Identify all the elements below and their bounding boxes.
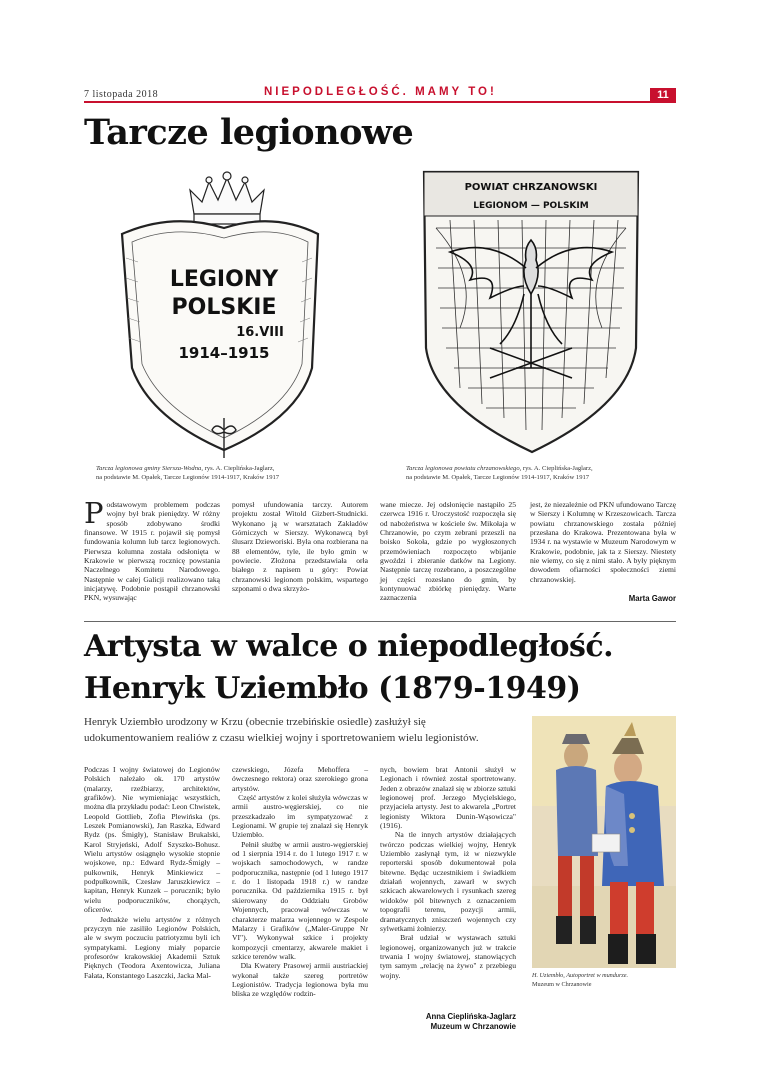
painting-caption: H. Uziembło, Autoportret w mundurze. Muzeum w Chrzanowie — [532, 972, 629, 988]
section-title: NIEPODLEGŁOŚĆ. MAMY TO! — [264, 86, 497, 98]
article2-column-3: nych, bowiem brat Antonii służył w Legionach i również został sportretowany. Jeden z obrazów znalazł się w zbiorze sztuki legionowej prof. Jerzego Myçielskiego, przyjaciela artysty. Jest to akwarela „Portret legionisty Wiktora Dunin-Wąsowicza" (1916). Na tle innych artystów działających twórczo podczas wielkiej wojny, Henryk Uziembło zasłynął tym, iż w niezwykle reporterski sposób dokumentował pola bitewne. Będąc uczestnikiem i świadkiem działań wojennych, zawarł w swych szkicach akwarelowych i rysunkach szereg widoków pól bitewnych z oznaczeniem topografii terenu, pozycji armii, dramatycznych zniszczeń wojennych czy sylwetkami żołnierzy. Brał udział w wystawach sztuki legionowej, organizowanych już w trakcie trwania I wojny światowej, stanowiących tym samym „relację na żywo" z przebiegu wojny. — [380, 765, 516, 980]
issue-date: 7 listopada 2018 — [84, 89, 159, 100]
article1-author: Marta Gawor — [628, 594, 676, 603]
article1-column-4: jest, że niezależnie od PKN ufundowano Tarczę w Sierszy i Kolumnę w Krzeszowicach. Tarcza powiatu chrzanowskiego została później przesłana do Krakowa. Prezentowana była w 1934 r. na wystawie w Muzeum Narodowym w Krakowie, podobnie, jak ta z Sierszy. Niestety nie wiemy, co się z nimi stało. A były pięknym dowodem ofiarności społeczności ziemi chrzanowskiej. — [530, 500, 676, 584]
article1-column-1: Podstawowym problemem podczas wojny był brak pieniędzy. W różny sposób zdobywano środki finansowe. W 1915 r. pojawił się pomysł fundowania kolumn lub tarcz legionowych. Pierwsza kolumna została odsłonięta w Krakowie w pierwszą rocznicę powstania Naczelnego Komitetu Narodowego. Następnie w całej Galicji realizowano taką inicjatywę. Podobnie postąpił chrzanowski PKN, wysuwając — [84, 496, 220, 603]
article1-title: Tarcze legionowe — [84, 112, 414, 153]
shield2-line1: POWIAT CHRZANOWSKI — [464, 182, 598, 193]
article1-column-2: pomysł ufundowania tarczy. Autorem projektu został Witold Gizbert-Studnicki. Wykonano ją w warsztatach Zakładów Górniczych w Sierszy. Wykonawcą był ślusarz Dzieworiski. Była ona rozbierana na 88 elementów, tyle, ile było gmin w powiecie. Złożona przedstawiała orła białego z napisem u góry: Powiat chrzanowski legionom polskim, wspartego szponami o dwa skrzyżo- — [232, 500, 368, 594]
shield2-line2: LEGIONOM — POLSKIM — [473, 201, 589, 211]
article2-lead: Henryk Uziembło urodzony w Krzu (obecnie trzebińskie osiedle) zasłużył się udokumentowaniem realiów z czasu wielkiej wojny i sportretowaniem wielu legionistów. — [84, 716, 479, 744]
article-divider — [84, 621, 676, 622]
shield1-line2: POLSKIE — [171, 295, 277, 320]
shield1-line1: LEGIONY — [169, 267, 279, 292]
shield1-line4: 1914–1915 — [178, 344, 270, 362]
article1-column-3: wane miecze. Jej odsłonięcie nastąpiło 25 czerwca 1916 r. Uroczystość rozpoczęła się od nabożeństwa w kościele św. Mikołaja w Chrzanowie, po czym zebrani przeszli na boisko Sokoła, gdzie po wygłoszonych przemówieniach rozpoczęto wbijanie gwoździ i zbieranie datków na Legiony. Następnie tarczę rozebrano, a poszczególne jej części rozesłano do gmin, by kontynuować zbiórkę pieniędzy. Warte zaznaczenia — [380, 500, 516, 603]
shield-chrzanow-illustration — [420, 168, 642, 460]
caption-shield-right: Tarcza legionowa powiatu chrzanowskiego, rys. A. Cieplińska-Jaglarz, na podstawie M. Opałek, Tarcze Legionów 1914-1917, Kraków 1917 — [406, 465, 593, 481]
page-number: 11 — [650, 88, 676, 103]
dropcap: P — [84, 496, 104, 530]
shield1-line3: 16.VIII — [236, 325, 284, 340]
article2-column-1: Podczas I wojny światowej do Legionów Polskich należało ok. 170 artystów (malarzy, rzeźbiarzy, architektów, grafików). Nie wymieniając wszystkich, można dla przykładu podać: Leon Chwistek, Leopold Gottlieb, Zofia Plewińska (ps. Leszek Pomianowski), Jan Raszka, Edward Rydz (ps. Śmigły), Stanisław Brukalski, Karol Stryjeński, Adolf Szyszko-Bohusz. Wielu artystów osiągnęło wysokie stopnie wojskowe, np.: Edward Rydz-Śmigły – pułkownik, Henryk Minkiewicz – podpułkownik, Czesław Jaruszkiewicz – kapitan, Henryk Kunzek – porucznik; było wielu podporuczników, chorążych, oficerów. Jednakże wielu artystów z różnych przyczyn nie zasiliło Legionów Polskich, ale w swym poczuciu patriotyzmu byli ich sympatykami. Legiony miały poparcie profesorów krakowskiej Akademii Sztuk Pięknych (Teodora Axentowicza, Juliana Fałata, Konstantego Laszczki, Jacka Mal- — [84, 765, 220, 980]
article2-column-2: czewskiego, Józefa Mehoffera – ówczesnego rektora) oraz szerokiego grona artystów. Część artystów z kolei służyła wówczas w armii austro-węgierskiej, co nie przeszkadzało im sympatyzować z Legionami. W grupie tej znalazł się Henryk Uziembło. Pełnił służbę w armii austro-węgierskiej od 1 sierpnia 1914 r. do 1 lutego 1917 r. w wojskach samochodowych, w randze podporucznika, następnie (od 1 lutego 1917 r. do 1 listopada 1918 r.) w randze porucznika. Od października 1915 r. był skierowany do Oddziału Grobów Wojennych, pracował wówczas w charakterze malarza wojennego w Zespole Malarzy i Grafików („Maler-Gruppe Nr VI"). Wykonywał szkice i projekty kompozycji cmentarzy, akwarele makiet i szkice terenów walk. Dla Kwatery Prasowej armii austriackiej wykonał także szereg portretów Legionistów. Tradycja legionowa była mu bliska ze względów rodzin- — [232, 765, 368, 999]
article2-title: Artysta w walce o niepodległość. Henryk Uziembło (1879-1949) — [84, 629, 614, 706]
article2-author: Anna Cieplińska-Jaglarz Muzeum w Chrzanowie — [425, 1012, 516, 1031]
header-divider — [84, 101, 676, 103]
caption-shield-left: Tarcza legionowa gminy Sierszа-Wodna, rys. A. Cieplińska-Jaglarz, na podstawie M. Opałek, Tarcze Legionów 1914-1917, Kraków 1917 — [96, 465, 280, 481]
uziemblo-self-portrait-painting — [532, 716, 676, 968]
shield-sierszа-illustration — [112, 168, 326, 464]
